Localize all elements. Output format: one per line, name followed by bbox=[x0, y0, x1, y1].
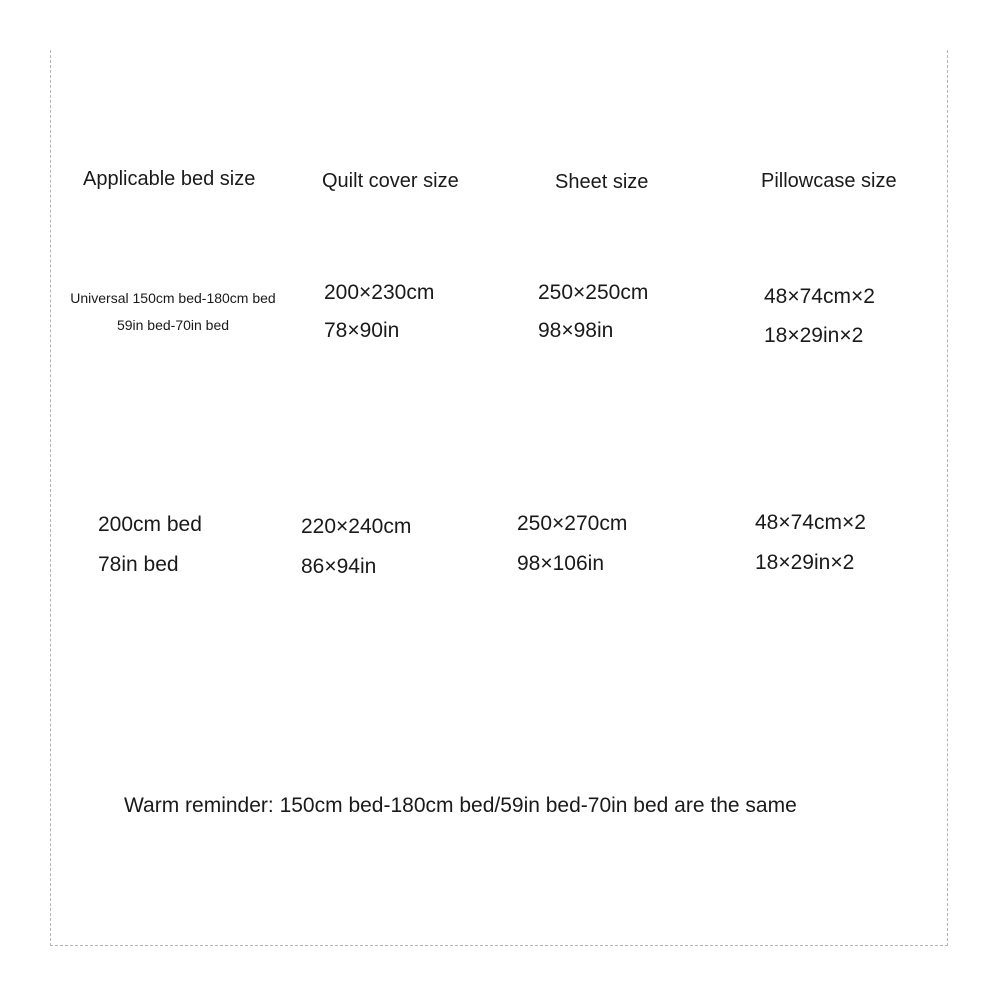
header-sheet-size: Sheet size bbox=[555, 171, 649, 193]
header-pillowcase-size: Pillowcase size bbox=[761, 170, 897, 192]
pillowcase-size-cm: 48×74cm×2 bbox=[764, 285, 875, 308]
bed-size-line1: Universal 150cm bed-180cm bed bbox=[70, 290, 276, 306]
header-bed-size: Applicable bed size bbox=[83, 168, 256, 190]
header-quilt-cover-size: Quilt cover size bbox=[322, 170, 459, 192]
pillowcase-size-in: 18×29in×2 bbox=[755, 551, 855, 574]
bed-size-line2: 59in bed-70in bed bbox=[116, 317, 230, 333]
quilt-size-in: 78×90in bbox=[324, 319, 400, 342]
sheet-size-cm: 250×270cm bbox=[517, 512, 628, 535]
sheet-size-cm: 250×250cm bbox=[538, 281, 649, 304]
quilt-size-cm: 200×230cm bbox=[324, 281, 435, 304]
sheet-size-in: 98×98in bbox=[538, 319, 614, 342]
pillowcase-size-in: 18×29in×2 bbox=[764, 324, 864, 347]
pillowcase-size-cm: 48×74cm×2 bbox=[755, 511, 866, 534]
warm-reminder-note: Warm reminder: 150cm bed-180cm bed/59in bed-70in bed are the same bbox=[124, 794, 797, 817]
sheet-size-in: 98×106in bbox=[517, 552, 605, 575]
quilt-size-cm: 220×240cm bbox=[301, 515, 412, 538]
quilt-size-in: 86×94in bbox=[301, 555, 377, 578]
bed-size-line2: 78in bed bbox=[98, 553, 179, 576]
bed-size-line1: 200cm bed bbox=[98, 513, 202, 536]
